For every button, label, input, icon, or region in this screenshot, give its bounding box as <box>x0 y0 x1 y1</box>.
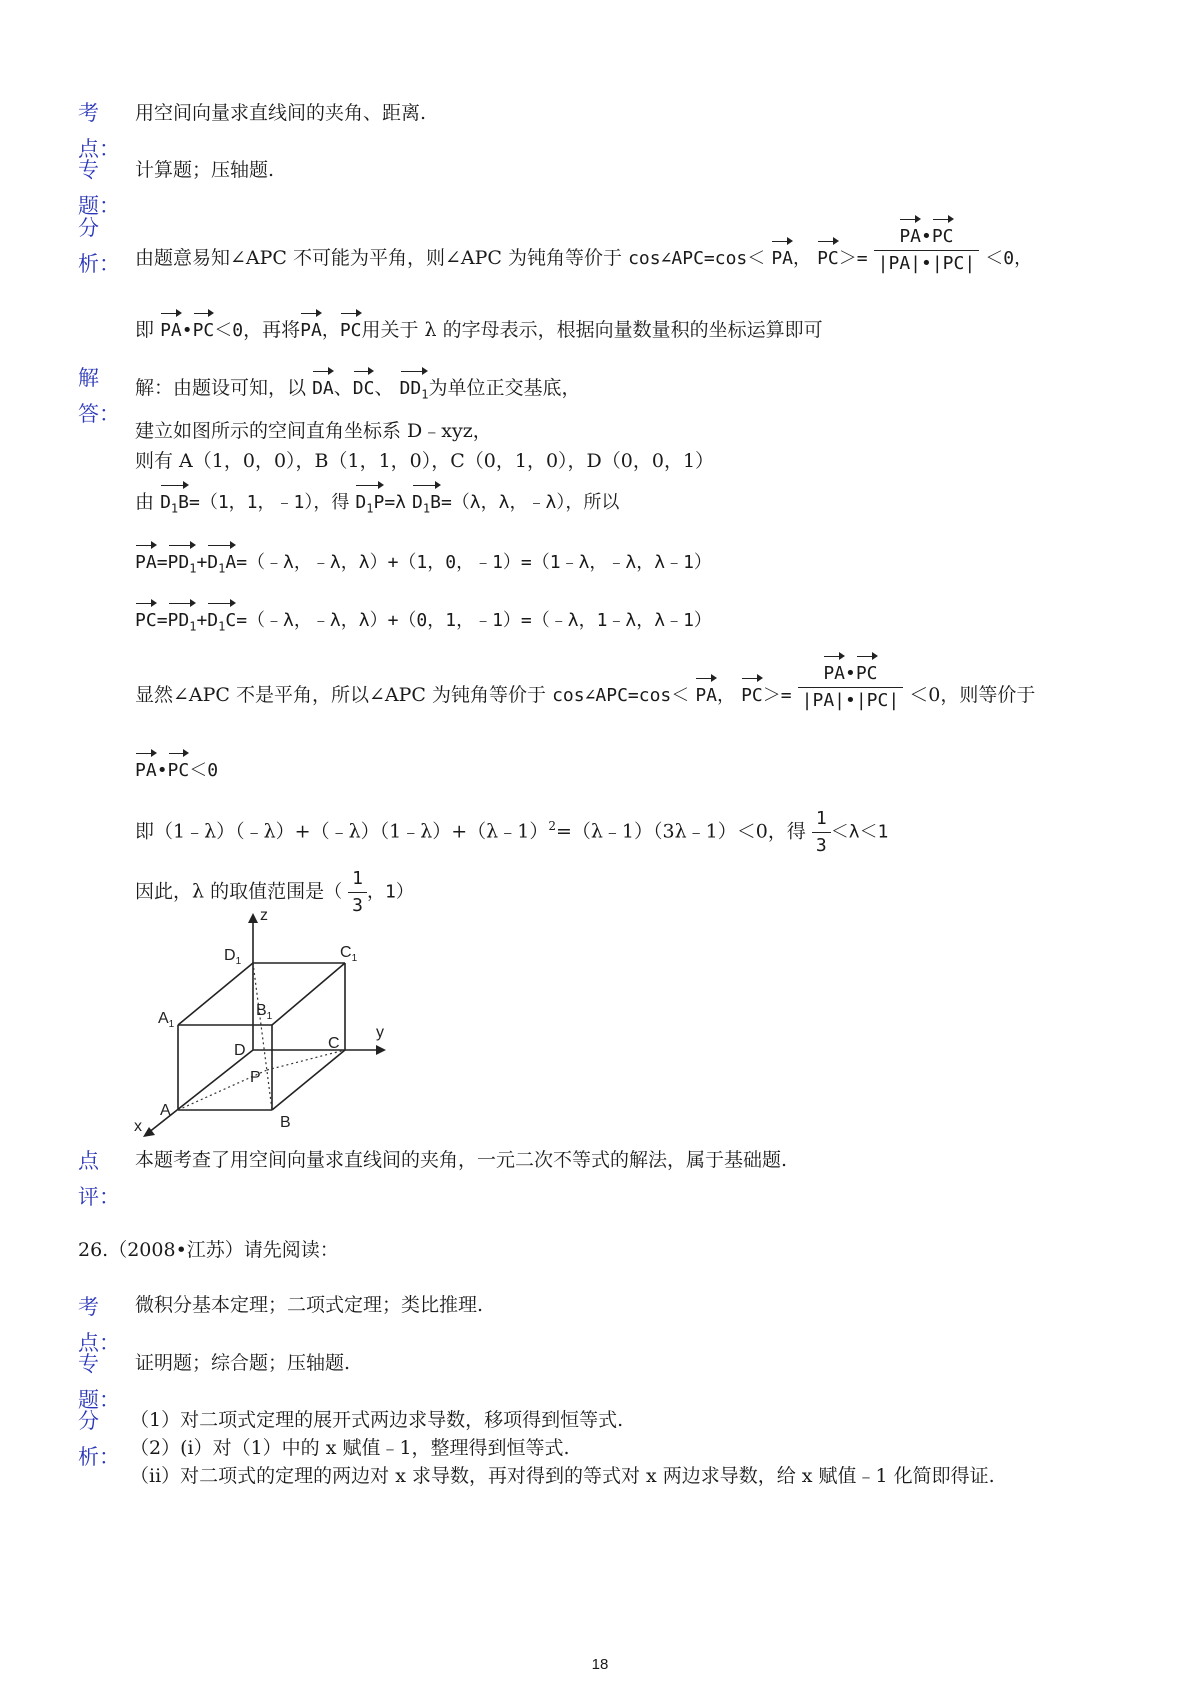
label-d: D <box>234 1042 246 1059</box>
jie-line-2: 建立如图所示的空间直角坐标系 D﹣xyz， <box>135 420 492 442</box>
fenxi-26-line-3: （ii）对二项式的定理的两边对 x 求导数，再对得到的等式对 x 两边求导数，给 x 赋值﹣1 化简即得证. <box>130 1465 995 1487</box>
cube-figure <box>130 905 390 1145</box>
label-a1: $A_1$ <box>158 1010 175 1030</box>
edge-b1-c1 <box>272 963 345 1025</box>
label-y: y <box>376 1024 384 1041</box>
zhuanti-text: 计算题；压轴题. <box>135 159 275 181</box>
fenxi-26-line-2: （2）(i）对（1）中的 x 赋值﹣1，整理得到恒等式. <box>130 1437 570 1459</box>
question-26-heading: 26.（2008•江苏）请先阅读： <box>78 1239 339 1261</box>
jie-line-7: 显然∠APC 不是平角，所以∠APC 为钝角等价于 cos∠APC=cos＜ PA， PC＞= $\frac{PA•PC}{|PA|•|PC|}$ ＜0，则等价于 <box>135 677 1035 714</box>
label-zhuanti-26: 专 题： <box>78 1352 120 1412</box>
jie-line-10: 因此，λ 的取值范围是（ $\frac{1}{3}$ ，1） <box>135 866 414 919</box>
jie-line-3: 则有 A（1，0，0），B（1，1，0），C（0，1，0），D（0，0，1） <box>135 450 715 472</box>
label-fenxi: 分 析： <box>78 216 120 276</box>
label-kaodian: 考 点： <box>78 101 120 161</box>
zhuanti-26-text: 证明题；综合题；压轴题. <box>135 1352 351 1374</box>
equation-pa: $PA=PD_1+D_1A=(﹣\lambda$，﹣λ，λ）+（1，0，﹣1）=（1﹣λ，﹣λ，λ﹣1） <box>135 544 712 582</box>
jie-line-9: 即（1﹣λ）（﹣λ）+（﹣λ）（1﹣λ）+（λ﹣1）$^2$=（λ﹣1）（3λ﹣1）＜0，得 $\frac{1}{3}$ ＜λ＜1 <box>135 806 888 859</box>
fenxi-26-line-1: （1）对二项式定理的展开式两边求导数，移项得到恒等式. <box>130 1409 624 1431</box>
fenxi-line-2: 即 PA•PC＜0，再将PA，PC用关于 λ 的字母表示，根据向量数量积的坐标运算即可 <box>135 312 823 344</box>
fraction-cos-1: $\frac{PA•PC}{|PA|•|PC|}$ <box>874 218 980 277</box>
fraction-cos-2: $\frac{PA•PC}{|PA|•|PC|}$ <box>798 655 904 714</box>
kaodian-26-text: 微积分基本定理；二项式定理；类比推理. <box>135 1294 484 1316</box>
label-b: B <box>280 1114 291 1131</box>
x-axis <box>148 1050 253 1133</box>
page-number: 18 <box>591 1656 609 1673</box>
label-d1: $D_1$ <box>224 947 242 967</box>
label-p: P <box>250 1069 261 1086</box>
label-z: z <box>260 907 268 924</box>
label-b1: $B_1$ <box>256 1002 273 1022</box>
edge-b-c <box>272 1050 345 1110</box>
label-jieda: 解 答： <box>78 366 120 426</box>
label-zhuanti: 专 题： <box>78 158 120 218</box>
label-x: x <box>134 1118 142 1135</box>
z-axis-arrow <box>248 913 258 923</box>
dashed-d1-b <box>253 963 272 1110</box>
jie-line-8: PA•PC＜0 <box>135 752 218 784</box>
jie-line-4: 由 $D_1B=(1$，1，﹣1），得 $D_1P=\lambda$ $D_1B=(\lambda$，λ，﹣λ），所以 <box>135 484 619 522</box>
label-c: C <box>328 1035 340 1052</box>
kaodian-text: 用空间向量求直线间的夹角、距离. <box>135 102 427 124</box>
y-axis-arrow <box>376 1045 386 1055</box>
equation-pc: $PC=PD_1+D_1C=(﹣\lambda$，﹣λ，λ）+（0，1，﹣1）=（﹣λ，1﹣λ，λ﹣1） <box>135 602 712 640</box>
label-c1: $C_1$ <box>340 944 358 964</box>
jie-line-1: 解：由题设可知，以 DA、DC、 $DD_1$为单位正交基底， <box>135 370 580 408</box>
label-a: A <box>160 1102 171 1119</box>
label-kaodian-26: 考 点： <box>78 1295 120 1355</box>
dianping-text: 本题考查了用空间向量求直线间的夹角，一元二次不等式的解法，属于基础题. <box>135 1149 788 1171</box>
fenxi-line-1: 由题意易知∠APC 不可能为平角，则∠APC 为钝角等价于 cos∠APC=cos＜ PA， PC＞= $\frac{PA•PC}{|PA|•|PC|}$ ＜0， <box>135 240 1032 277</box>
fraction-one-third-range: $\frac{1}{3}$ <box>348 866 367 919</box>
fraction-one-third: $\frac{1}{3}$ <box>812 806 831 859</box>
edge-a1-d1 <box>178 963 253 1025</box>
label-fenxi-26: 分 析： <box>78 1409 120 1469</box>
label-dianping: 点 评： <box>78 1149 120 1209</box>
